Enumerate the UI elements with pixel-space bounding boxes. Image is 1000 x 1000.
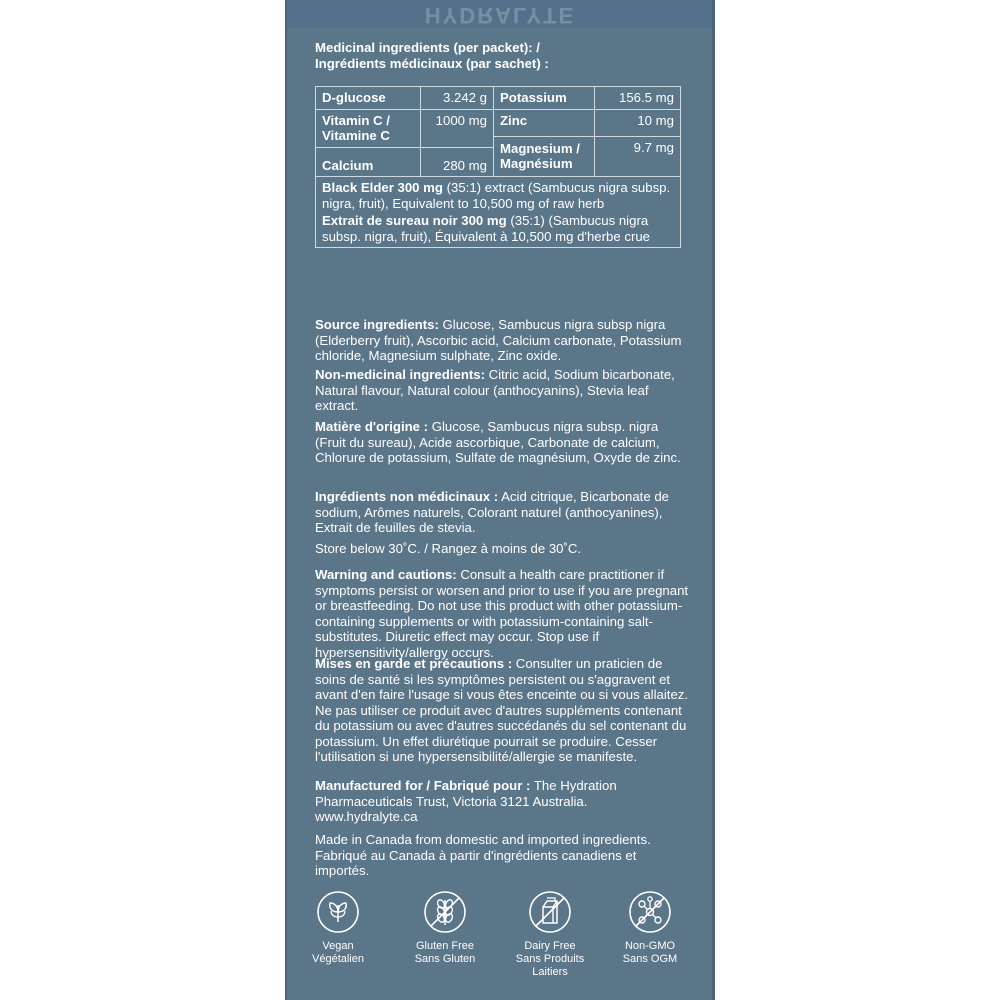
black-elder-cell [316, 177, 681, 248]
warning-fr [315, 656, 690, 765]
black-elder-fr [322, 213, 674, 244]
non-medicinal-label: Non-medicinal ingredients: [315, 367, 485, 382]
heading-en: Medicinal ingredients (per packet): / [315, 40, 540, 55]
made-in-canada: Made in Canada from domestic and imported ingredients. Fabriqué au Canada à partir d'ingrédients canadiens et importés. [315, 832, 651, 878]
panel-right-edge [712, 0, 715, 1000]
zinc-amount: 10 mg [595, 109, 681, 136]
dglucose-name: D-glucose [316, 87, 421, 110]
black-elder-fr-text: (35:1) (Sambucus nigra subsp. nigra, fruit), Équivalent à 10,500 mg d'herbe crue [322, 213, 651, 244]
badge-dairy-free-line1: Dairy Free [524, 940, 576, 952]
badge-gluten-free-line1: Gluten Free [415, 940, 475, 952]
heading-fr: Ingrédients médicinaux (par sachet) : [315, 55, 549, 71]
zinc-name: Zinc [494, 109, 595, 136]
black-elder-en [322, 180, 674, 211]
dairy-free-carton-icon [528, 890, 572, 934]
calcium-amount: 280 mg [421, 147, 494, 177]
ingredients-table [315, 86, 681, 248]
black-elder-fr-label: Extrait de sureau noir 300 mg [322, 213, 507, 228]
storage-instructions: Store below 30˚C. / Rangez à moins de 30˚C. [315, 541, 582, 556]
potassium-name: Potassium [494, 87, 595, 110]
non-gmo-molecule-icon [628, 890, 672, 934]
badge-vegan-label [298, 940, 378, 966]
dglucose-amount: 3.242 g [421, 87, 494, 110]
manufacturer-text: The Hydration Pharmaceuticals Trust, Victoria 3121 Australia. [315, 778, 617, 809]
source-ingredients [315, 317, 690, 364]
badge-dairy-free [510, 890, 590, 979]
ingredients-heading [315, 40, 695, 71]
warning-en-label: Warning and cautions: [315, 567, 457, 582]
non-medicinal-ingredients-fr [315, 489, 690, 536]
manufacturer-info [315, 778, 690, 825]
website: www.hydralyte.ca [315, 809, 418, 824]
non-medicinal-fr-text: Acid citrique, Bicarbonate de sodium, Arômes naturels, Colorant naturel (anthocyanines), Extrait de feuilles de stevia. [315, 489, 669, 535]
matiere-origine [315, 419, 690, 466]
badge-dairy-free-line2: Sans Produits [515, 953, 585, 965]
table-row [316, 87, 681, 110]
warning-fr-label: Mises en garde et précautions : [315, 656, 513, 671]
black-elder-en-text: (35:1) extract (Sambucus nigra subsp. nigra, fruit), Equivalent to 10,500 mg of raw herb [322, 180, 671, 211]
badge-non-gmo-line2: Sans OGM [622, 953, 678, 965]
badge-vegan [298, 890, 378, 966]
badge-dairy-free-label [510, 940, 590, 979]
source-ingredients-text: Glucose, Sambucus nigra subsp nigra (Elderberry fruit), Ascorbic acid, Calcium carbonate, Potassium chloride, Magnesium sulphate, Zinc oxide. [315, 317, 682, 363]
panel-left-edge [285, 0, 287, 1000]
source-ingredients-label: Source ingredients: [315, 317, 439, 332]
magnesium-name [494, 136, 595, 177]
badge-vegan-line2: Végétalien [312, 953, 364, 965]
calcium-name: Calcium [316, 147, 421, 177]
non-medicinal-text: Citric acid, Sodium bicarbonate, Natural flavour, Natural colour (anthocyanins), Stevia leaf extract. [315, 367, 675, 413]
magnesium-name-en: Magnesium / [500, 140, 580, 156]
table-row [316, 109, 681, 136]
manufacturer-label: Manufactured for / Fabriqué pour : [315, 778, 531, 793]
gluten-free-wheat-icon [423, 890, 467, 934]
mirrored-brand-text: HYDRALYTE [424, 3, 576, 28]
badge-non-gmo-label [610, 940, 690, 966]
black-elder-en-label: Black Elder 300 mg [322, 180, 443, 195]
badge-dairy-free-line3: Laitiers [532, 966, 568, 978]
vitamin-c-name-en: Vitamin C / [322, 112, 390, 128]
badge-gluten-free [405, 890, 485, 966]
badge-vegan-line1: Vegan [322, 940, 354, 952]
vegan-leaf-icon [316, 890, 360, 934]
magnesium-amount: 9.7 mg [595, 136, 681, 177]
non-medicinal-ingredients [315, 367, 690, 414]
warning-fr-text: Consulter un praticien de soins de santé si les symptômes persistent ou s'aggravent et avant d'en faire l'usage si vous êtes enceinte ou si vous allaitez. Ne pas utiliser ce produit avec d'autres suppléments contenant du potassium ou avec d'autres succédanés du sel contenant du potassium. Un effet diurétique pourrait se produire. Cesser l'utilisation si une hypersensibilité/allergie se manifeste. [315, 656, 689, 764]
table-row [316, 177, 681, 248]
vitamin-c-name-fr: Vitamine C [322, 128, 390, 143]
matiere-origine-label: Matière d'origine : [315, 419, 429, 434]
non-medicinal-fr-label: Ingrédients non médicinaux : [315, 489, 499, 504]
package-back-panel [285, 0, 715, 1000]
vitamin-c-amount: 1000 mg [421, 109, 494, 147]
badge-non-gmo [610, 890, 690, 966]
warning-en [315, 567, 690, 660]
warning-en-text: Consult a health care practitioner if symptoms persist or worsen and prior to use if you are pregnant or breastfeeding. Do not use this product with other potassium-containing supplements or with potassium-containing salt-substitutes. Diuretic effect may occur. Stop use if hypersensitivity/allergy occurs. [315, 567, 689, 660]
badge-gluten-free-line2: Sans Gluten [414, 953, 476, 965]
magnesium-name-fr: Magnésium [500, 156, 573, 172]
potassium-amount: 156.5 mg [595, 87, 681, 110]
vitamin-c-name [316, 109, 421, 147]
badge-non-gmo-line1: Non-GMO [624, 940, 676, 952]
matiere-origine-text: Glucose, Sambucus nigra subsp. nigra (Fruit du sureau), Acide ascorbique, Carbonate de calcium, Chlorure de potassium, Sulfate de magnésium, Oxyde de zinc. [315, 419, 681, 465]
badge-gluten-free-label [405, 940, 485, 966]
